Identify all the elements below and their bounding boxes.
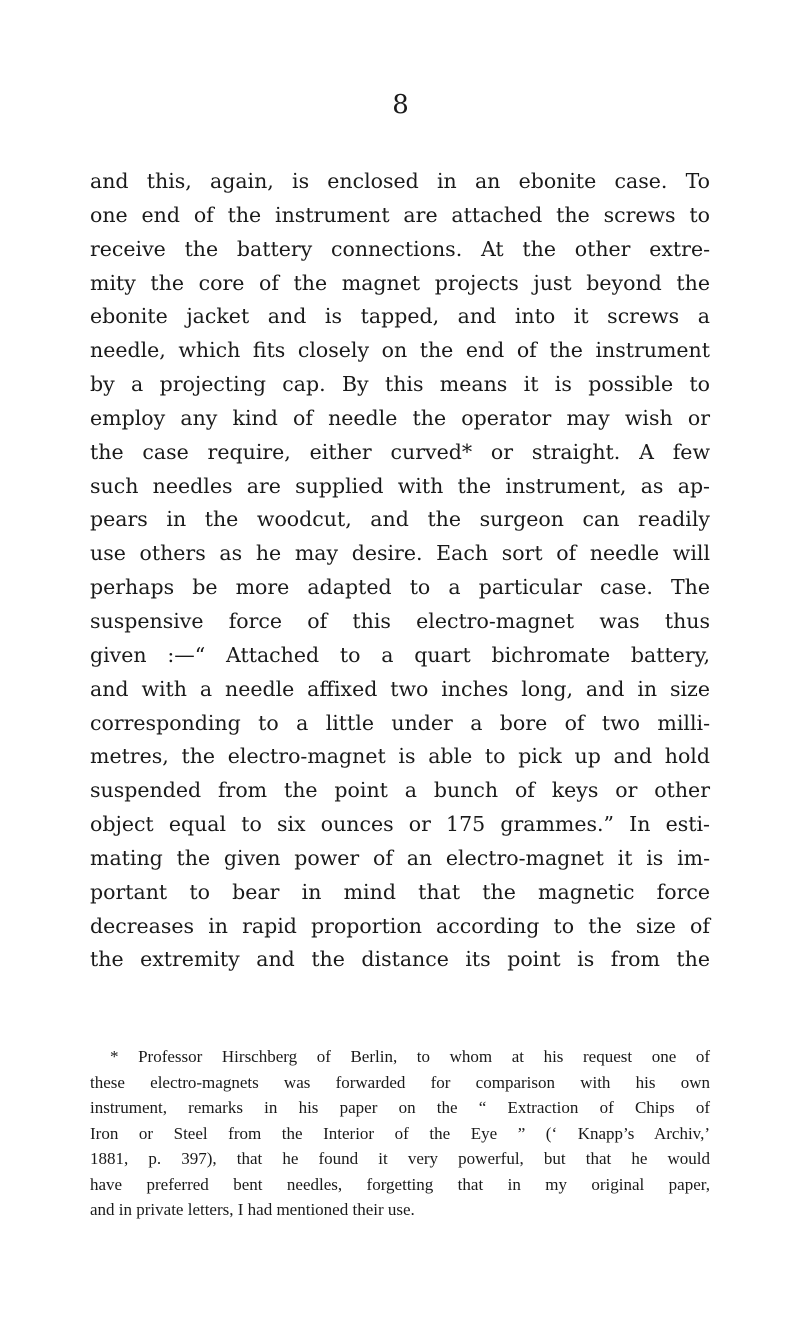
- footnote-line: these electro-magnets was forwarded for comparison with his own: [90, 1072, 710, 1092]
- text-line: ebonite jacket and is tapped, and into it screws a: [90, 304, 710, 329]
- text-line: suspensive force of this electro-magnet was thus: [90, 608, 710, 633]
- text-line: such needles are supplied with the instrument, as ap-: [90, 473, 710, 498]
- text-line: corresponding to a little under a bore of two milli-: [90, 710, 710, 735]
- footnote-line: * Professor Hirschberg of Berlin, to whom at his request one of: [110, 1047, 710, 1066]
- text-line: object equal to six ounces or 175 grammes.” In esti-: [90, 812, 710, 837]
- text-line: portant to bear in mind that the magnetic force: [90, 879, 710, 904]
- text-line: by a projecting cap. By this means it is possible to: [90, 372, 710, 397]
- text-line: perhaps be more adapted to a particular case. The: [90, 575, 710, 600]
- text-line: one end of the instrument are attached the screws to: [90, 202, 710, 227]
- text-line: given :—“ Attached to a quart bichromate battery,: [90, 642, 710, 667]
- text-line: mating the given power of an electro-magnet it is im-: [90, 845, 710, 870]
- footnote: [90, 1044, 710, 1223]
- text-line: receive the battery connections. At the other extre-: [90, 236, 710, 261]
- text-line: metres, the electro-magnet is able to pick up and hold: [90, 744, 710, 769]
- text-line: the extremity and the distance its point is from the: [90, 947, 710, 972]
- text-line: suspended from the point a bunch of keys or other: [90, 778, 710, 803]
- text-line: and this, again, is enclosed in an ebonite case. To: [90, 169, 710, 193]
- footnote-line: Iron or Steel from the Interior of the Eye ” (‘ Knapp’s Archiv,’: [90, 1123, 710, 1143]
- text-line: the case require, either curved* or straight. A few: [90, 439, 710, 464]
- text-line: decreases in rapid proportion according to the size of: [90, 913, 710, 938]
- footnote-line: have preferred bent needles, forgetting that in my original paper,: [90, 1174, 710, 1194]
- text-line: needle, which fits closely on the end of the instrument: [90, 338, 710, 363]
- text-line: use others as he may desire. Each sort of needle will: [90, 541, 710, 566]
- page-number: 8: [392, 90, 409, 120]
- text-line: employ any kind of needle the operator may wish or: [90, 405, 710, 430]
- body-text: [90, 165, 710, 977]
- text-line: pears in the woodcut, and the surgeon can readily: [90, 507, 710, 532]
- footnote-line: 1881, p. 397), that he found it very powerful, but that he would: [90, 1149, 710, 1168]
- footnote-line: and in private letters, I had mentioned their use.: [90, 1200, 415, 1219]
- footnote-line: instrument, remarks in his paper on the “ Extraction of Chips of: [90, 1098, 710, 1117]
- text-line: mity the core of the magnet projects just beyond the: [90, 270, 710, 295]
- text-line: and with a needle affixed two inches long, and in size: [90, 676, 710, 701]
